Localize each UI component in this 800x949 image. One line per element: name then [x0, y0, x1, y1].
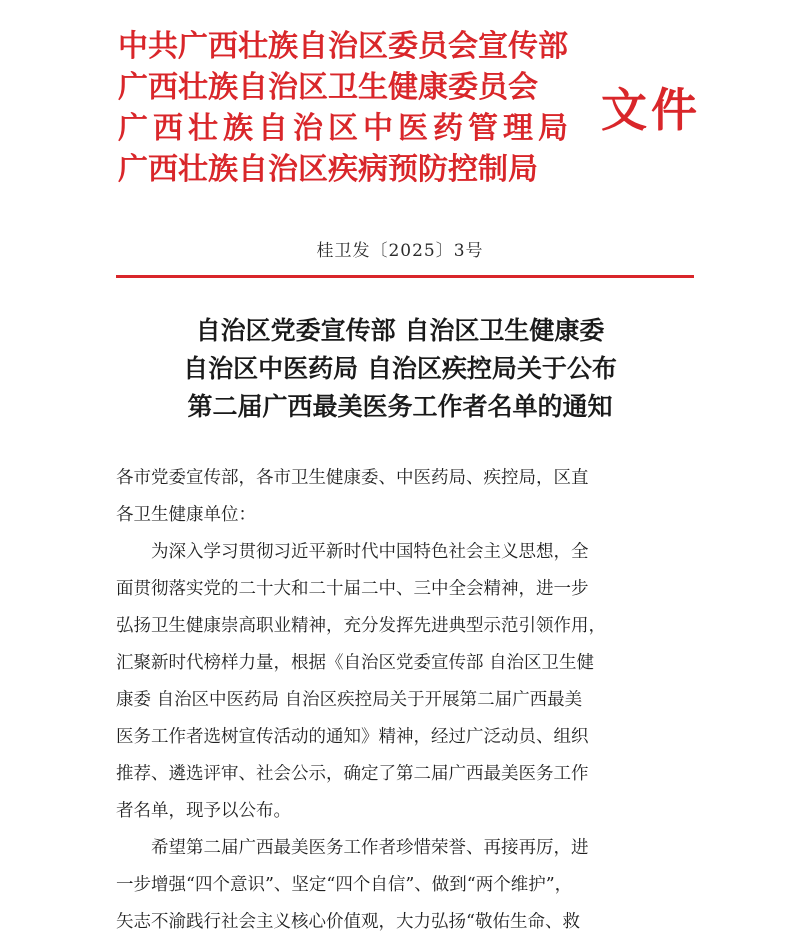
paragraph-line: 希望第二届广西最美医务工作者珍惜荣誉、再接再厉，进 — [151, 838, 589, 858]
paragraph-line: 推荐、遴选评审、社会公示，确定了第二届广西最美医务工作 — [116, 764, 589, 784]
title-line: 自治区党委宣传部 自治区卫生健康委 — [195, 316, 605, 345]
paragraph-line: 汇聚新时代榜样力量，根据《自治区党委宣传部 自治区卫生健 — [116, 653, 595, 673]
paragraph-line: 医务工作者选树宣传活动的通知》精神，经过广泛动员、组织 — [116, 727, 589, 747]
paragraph-line: 为深入学习贯彻习近平新时代中国特色社会主义思想，全 — [151, 542, 589, 562]
document-header — [118, 26, 718, 206]
issuer-2: 广西壮族自治区卫生健康委员会 — [118, 70, 538, 105]
paragraph-line: 弘扬卫生健康崇高职业精神，充分发挥先进典型示范引领作用， — [116, 616, 606, 636]
title-line: 第二届广西最美医务工作者名单的通知 — [187, 392, 613, 421]
notice-title — [0, 312, 800, 426]
red-divider-line — [116, 275, 694, 278]
document-label: 文件 — [601, 83, 701, 137]
paragraph-line: 面贯彻落实党的二十大和二十届二中、三中全会精神，进一步 — [116, 579, 589, 599]
issuing-authorities — [118, 26, 598, 190]
salutation-line: 各市党委宣传部，各市卫生健康委、中医药局、疾控局，区直 — [116, 468, 589, 488]
salutation-line: 各卫生健康单位： — [116, 505, 256, 525]
issuer-1: 中共广西壮族自治区委员会宣传部 — [118, 29, 568, 64]
paragraph-line: 者名单，现予以公布。 — [116, 801, 291, 821]
issuer-4: 广西壮族自治区疾病预防控制局 — [118, 152, 538, 187]
paragraph-line: 康委 自治区中医药局 自治区疾控局关于开展第二届广西最美 — [116, 690, 583, 710]
paragraph-line: 一步增强“四个意识”、坚定“四个自信”、做到“两个维护”， — [116, 875, 573, 895]
notice-body — [116, 460, 700, 941]
document-number: 桂卫发〔2025〕3号 — [316, 241, 484, 261]
issuer-3: 广西壮族自治区中医药管理局 — [118, 111, 573, 146]
title-line: 自治区中医药局 自治区疾控局关于公布 — [183, 354, 617, 383]
paragraph-line: 矢志不渝践行社会主义核心价值观，大力弘扬“敬佑生命、救 — [116, 912, 580, 932]
